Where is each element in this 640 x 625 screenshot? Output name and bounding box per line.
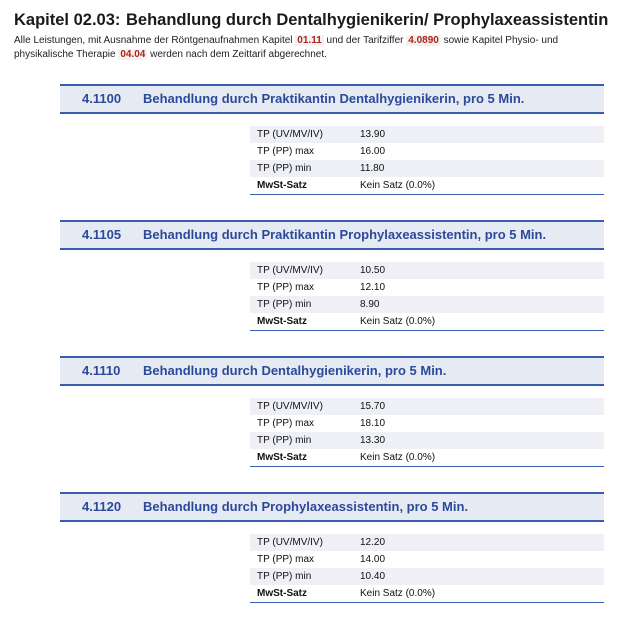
tp-max-label: TP (PP) max: [257, 554, 315, 565]
tp-min-value: 8.90: [353, 296, 604, 313]
intro-text: werden nach dem Zeittarif abgerechnet.: [147, 49, 327, 60]
tp-max-label: TP (PP) max: [257, 146, 315, 157]
tp-uv-value: 13.90: [353, 126, 604, 143]
position-code: 4.1110: [82, 363, 121, 378]
reference-chapter-04-04[interactable]: 04.04: [120, 49, 146, 60]
position-title: Behandlung durch Prophylaxeassistentin, pro 5 Min.: [143, 499, 469, 514]
position-section: [60, 356, 604, 463]
table-row: [250, 126, 604, 143]
table-row: [250, 585, 604, 603]
tp-max-value: 16.00: [360, 146, 386, 157]
intro-text: und der Tarifziffer: [323, 35, 407, 46]
tp-min-value: 11.80: [353, 160, 604, 177]
mwst-value: Kein Satz (0.0%): [353, 177, 604, 195]
table-row: [250, 279, 604, 296]
tp-min-value: 13.30: [353, 432, 604, 449]
position-section: [60, 84, 604, 191]
reference-chapter-01-11[interactable]: 01.11: [297, 35, 322, 46]
tp-uv-label: TP (UV/MV/IV): [250, 534, 353, 551]
tp-max-label: TP (PP) max: [257, 418, 315, 429]
position-title: Behandlung durch Praktikantin Dentalhygienikerin, pro 5 Min.: [143, 91, 525, 106]
intro-text: Alle Leistungen, mit Ausnahme der Röntgenaufnahmen Kapitel: [14, 35, 296, 46]
intro-text: sowie Kapitel Physio- und physikalische Therapie: [14, 35, 559, 60]
position-code: 4.1120: [82, 499, 122, 514]
table-row: [250, 296, 604, 313]
chapter-title: [14, 11, 608, 30]
position-code: 4.1100: [82, 91, 122, 106]
tp-min-label: TP (PP) min: [250, 160, 353, 177]
table-row: [250, 143, 604, 160]
tp-uv-value: 10.50: [353, 262, 604, 279]
tp-uv-label: TP (UV/MV/IV): [250, 398, 353, 415]
tp-min-label: TP (PP) min: [250, 296, 353, 313]
tp-uv-value: 15.70: [353, 398, 604, 415]
position-header[interactable]: [60, 492, 604, 522]
position-title: Behandlung durch Dentalhygienikerin, pro 5 Min.: [143, 363, 447, 378]
tp-max-value: 18.10: [360, 418, 386, 429]
table-row: [250, 432, 604, 449]
table-row: [250, 551, 604, 568]
tp-max-label: TP (PP) max: [257, 282, 315, 293]
tp-max-value: 12.10: [360, 282, 386, 293]
table-row: [250, 177, 604, 195]
tp-min-value: 10.40: [353, 568, 604, 585]
table-row: [250, 262, 604, 279]
mwst-value: Kein Satz (0.0%): [353, 585, 604, 603]
position-header[interactable]: [60, 356, 604, 386]
table-row: [250, 568, 604, 585]
mwst-label: MwSt-Satz: [250, 177, 353, 195]
tariff-points-table: [250, 534, 604, 603]
mwst-label: MwSt-Satz: [250, 449, 353, 467]
intro-paragraph: [14, 34, 614, 62]
tariff-points-table: [250, 398, 604, 467]
position-header[interactable]: [60, 220, 604, 250]
table-row: [250, 534, 604, 551]
position-section: [60, 492, 604, 599]
chapter-number: Kapitel 02.03:: [14, 11, 121, 29]
tp-min-label: TP (PP) min: [250, 568, 353, 585]
reference-tarif-4-0890[interactable]: 4.0890: [408, 35, 439, 46]
tp-uv-label: TP (UV/MV/IV): [250, 126, 353, 143]
table-row: [250, 449, 604, 467]
position-title: Behandlung durch Praktikantin Prophylaxeassistentin, pro 5 Min.: [143, 227, 547, 242]
mwst-label: MwSt-Satz: [250, 585, 353, 603]
table-row: [250, 313, 604, 331]
position-header[interactable]: [60, 84, 604, 114]
tp-min-label: TP (PP) min: [250, 432, 353, 449]
mwst-value: Kein Satz (0.0%): [353, 313, 604, 331]
table-row: [250, 415, 604, 432]
tariff-points-table: [250, 262, 604, 331]
position-code: 4.1105: [82, 227, 122, 242]
chapter-heading: Behandlung durch Dentalhygienikerin/ Prophylaxeassistentin: [126, 11, 609, 29]
table-row: [250, 398, 604, 415]
tp-uv-value: 12.20: [353, 534, 604, 551]
mwst-label: MwSt-Satz: [250, 313, 353, 331]
mwst-value: Kein Satz (0.0%): [353, 449, 604, 467]
position-section: [60, 220, 604, 327]
table-row: [250, 160, 604, 177]
tp-max-value: 14.00: [360, 554, 386, 565]
tariff-points-table: [250, 126, 604, 195]
tp-uv-label: TP (UV/MV/IV): [250, 262, 353, 279]
